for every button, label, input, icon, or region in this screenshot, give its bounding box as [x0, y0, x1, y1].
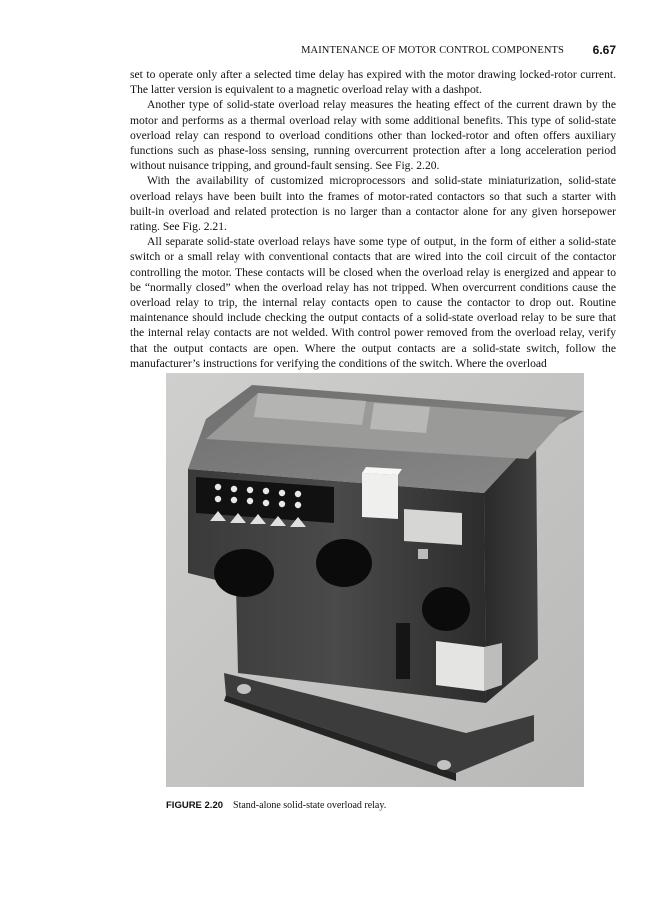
page-header [130, 44, 616, 60]
page-number: 6.67 [592, 43, 616, 57]
paragraph: With the availability of customized microprocessors and solid-state miniaturization, solid-state overload relays have been built into the frames of motor-rated contactors so that such a starter with built-in overload and related protection is no larger than a contactor alone for any given horsepower rating. See Fig. 2.21. [130, 174, 616, 234]
overload-relay-illustration [166, 373, 584, 787]
figure-photo [166, 373, 584, 787]
caption-label: FIGURE 2.20 [166, 800, 224, 811]
figure-caption [166, 800, 386, 811]
paragraph: All separate solid-state overload relays have some type of output, in the form of either a solid-state switch or a small relay with conventional contacts that are wired into the coil circuit of the contactor controlling the motor. These contacts will be closed when the overload relay is energized and appear to be “normally closed” when the overload relay has not tripped. When overcurrent conditions cause the overload relay to trip, the internal relay contacts open to cause the contactor to drop out. Routine maintenance should include checking the output contacts of a solid-state overload relay to be sure that the internal relay contacts are not welded. With control power removed from the overload relay, verify that the output contacts are open. Where the output contacts are a solid-state switch, follow the manufacturer’s instructions for verifying the conditions of the switch. Where the overload [130, 235, 616, 370]
caption-text: Stand-alone solid-state overload relay. [233, 800, 387, 811]
paragraph: Another type of solid-state overload relay measures the heating effect of the current drawn by the motor and performs as a thermal overload relay with some additional benefits. This type of solid-state overload relay can respond to overload conditions other than locked-rotor and often offers auxiliary functions such as phase-loss sensing, running overcurrent protection after a long acceleration period without nuisance tripping, and ground-fault sensing. See Fig. 2.20. [130, 98, 616, 173]
running-title: MAINTENANCE OF MOTOR CONTROL COMPONENTS [301, 45, 564, 56]
paragraph: set to operate only after a selected time delay has expired with the motor drawing locked-rotor current. The latter version is equivalent to a magnetic overload relay with a dashpot. [130, 68, 616, 97]
body-text [130, 67, 616, 371]
